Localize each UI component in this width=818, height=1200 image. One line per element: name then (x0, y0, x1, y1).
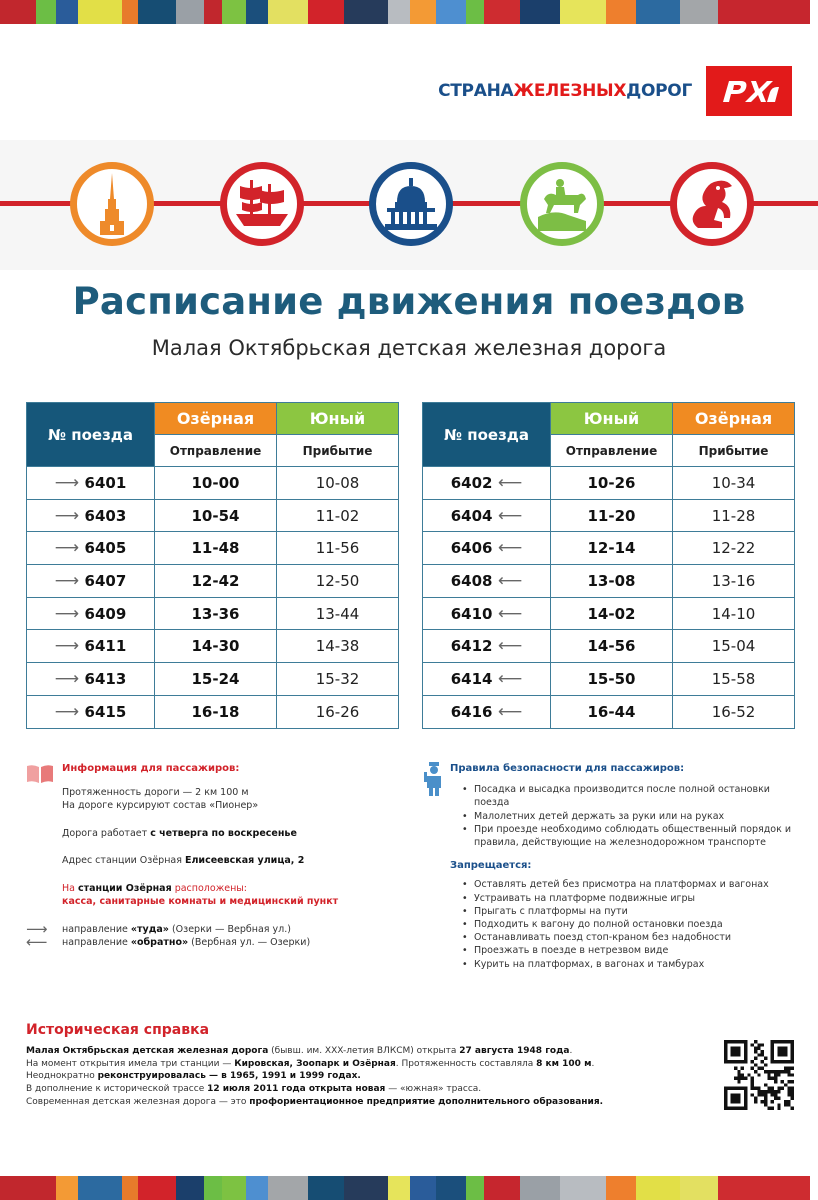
table-row (27, 499, 399, 532)
stripe-segment (176, 1176, 204, 1200)
arrow-right-icon: ⟶ (54, 636, 85, 657)
list-item: • Останавливать поезд стоп-краном без надобности (462, 931, 796, 944)
stripe-segment (308, 0, 344, 24)
arrival-time-cell: 14-10 (673, 597, 795, 630)
table-row (423, 630, 795, 663)
column-subheader-departure: Отправление (155, 435, 277, 467)
station-facilities: касса, санитарные комнаты и медицинский пункт (62, 896, 339, 907)
passenger-info-heading: Информация для пассажиров: (62, 763, 240, 774)
column-header-train-number: № поезда (423, 403, 551, 467)
train-number-cell: 6410 ⟵ (423, 597, 551, 630)
station-address: Адрес станции Озёрная Елисеевская улица, 2 (62, 855, 305, 866)
train-number-cell: 6408 ⟵ (423, 565, 551, 598)
stripe-segment (520, 1176, 560, 1200)
departure-time-cell: 13-08 (551, 565, 673, 598)
brand-slogan: СТРАНАЖЕЛЕЗНЫХДОРОГ (438, 81, 692, 101)
table-row (423, 467, 795, 500)
departure-time-cell: 15-24 (155, 663, 277, 696)
arrow-right-icon: ⟶ (54, 603, 85, 624)
train-number-cell: 6416 ⟵ (423, 695, 551, 728)
train-number-cell: ⟶ 6403 (27, 499, 155, 532)
history-line-4: В дополнение к исторической трассе 12 июля 2011 года открыта новая — «южная» трасса. (26, 1084, 482, 1095)
stripe-segment (680, 1176, 718, 1200)
history-line-5: Современная детская железная дорога — это профориентационное предприятие дополнительного образования. (26, 1096, 604, 1107)
arrow-left-icon: ⟵ (492, 668, 523, 689)
train-number-cell: 6404 ⟵ (423, 499, 551, 532)
arrow-left-icon: ⟵ (492, 505, 523, 526)
arrow-right-icon: ⟶ (54, 538, 85, 559)
bottom-color-stripe (0, 1176, 818, 1200)
departure-time-cell: 10-54 (155, 499, 277, 532)
column-header-departure-station: Озёрная (155, 403, 277, 435)
stripe-segment (204, 0, 222, 24)
stripe-segment (122, 1176, 138, 1200)
direction-back: ⟵ направление «обратно» (Вербная ул. — Озерки) (26, 933, 311, 951)
brand-header (438, 66, 792, 116)
working-days: Дорога работает с четверга по воскресенье (62, 827, 297, 839)
stripe-segment (138, 0, 176, 24)
stripe-segment (718, 1176, 810, 1200)
arrival-time-cell: 11-02 (277, 499, 399, 532)
departure-time-cell: 10-26 (551, 467, 673, 500)
stripe-segment (520, 0, 560, 24)
stripe-segment (344, 0, 388, 24)
departure-time-cell: 14-30 (155, 630, 277, 663)
spire-icon (70, 162, 154, 246)
table-row (27, 630, 399, 663)
arrow-right-icon: ⟶ (54, 472, 85, 493)
road-length: Протяженность дороги — 2 км 100 м (62, 786, 249, 798)
page-title: Расписание движения поездов (72, 280, 746, 323)
stripe-segment (410, 1176, 436, 1200)
stripe-segment (560, 0, 606, 24)
arrow-left-icon: ⟵ (492, 701, 523, 722)
train-number-cell: 6406 ⟵ (423, 532, 551, 565)
arrival-time-cell: 15-32 (277, 663, 399, 696)
stripe-segment (0, 1176, 36, 1200)
table-row (27, 532, 399, 565)
train-number-cell: ⟶ 6411 (27, 630, 155, 663)
stripe-segment (268, 1176, 308, 1200)
passenger-info (26, 762, 386, 950)
departure-time-cell: 15-50 (551, 663, 673, 696)
list-item: • Подходить к вагону до полной остановки поезда (462, 918, 796, 931)
column-header-arrival-station: Озёрная (673, 403, 795, 435)
list-item: • Курить на платформах, в вагонах и тамбурах (462, 958, 796, 971)
column-header-train-number: № поезда (27, 403, 155, 467)
cathedral-icon (369, 162, 453, 246)
stripe-segment (410, 0, 436, 24)
arrival-time-cell: 11-56 (277, 532, 399, 565)
departure-time-cell: 16-44 (551, 695, 673, 728)
arrival-time-cell: 12-50 (277, 565, 399, 598)
stripe-segment (36, 0, 56, 24)
departure-time-cell: 16-18 (155, 695, 277, 728)
train-number-cell: 6414 ⟵ (423, 663, 551, 696)
arrival-time-cell: 12-22 (673, 532, 795, 565)
arrow-left-icon: ⟵ (492, 636, 523, 657)
stripe-segment (388, 0, 410, 24)
arrow-right-icon: ⟶ (54, 570, 85, 591)
officer-icon (424, 762, 444, 800)
stripe-segment (268, 0, 308, 24)
stripe-segment (308, 1176, 344, 1200)
table-row (27, 565, 399, 598)
safety-rules-heading: Правила безопасности для пассажиров: (450, 763, 685, 774)
list-item: • Малолетних детей держать за руки или на руках (462, 810, 796, 823)
column-header-arrival-station: Юный (277, 403, 399, 435)
stripe-segment (56, 1176, 78, 1200)
list-item: • Посадка и высадка производится после полной остановки поезда (462, 783, 796, 809)
train-number-cell: ⟶ 6415 (27, 695, 155, 728)
stripe-segment (636, 0, 680, 24)
arrow-right-icon: ⟶ (26, 919, 48, 938)
table-row (27, 467, 399, 500)
horseman-icon (520, 162, 604, 246)
arrival-time-cell: 15-04 (673, 630, 795, 663)
train-set: На дороге курсируют состав «Пионер» (62, 800, 259, 811)
list-item: • Проезжать в поезде в нетрезвом виде (462, 944, 796, 957)
departure-time-cell: 11-48 (155, 532, 277, 565)
departure-time-cell: 14-02 (551, 597, 673, 630)
table-row (423, 597, 795, 630)
table-row (27, 663, 399, 696)
safety-rules (424, 762, 796, 971)
stripe-segment (204, 1176, 222, 1200)
departure-time-cell: 12-14 (551, 532, 673, 565)
train-number-cell: 6412 ⟵ (423, 630, 551, 663)
table-row (423, 565, 795, 598)
list-item: • Оставлять детей без присмотра на платформах и вагонах (462, 878, 796, 891)
station-facilities-label: На станции Озёрная расположены: (62, 882, 248, 894)
stripe-segment (36, 1176, 56, 1200)
arrival-time-cell: 14-38 (277, 630, 399, 663)
train-number-cell: ⟶ 6413 (27, 663, 155, 696)
departure-time-cell: 11-20 (551, 499, 673, 532)
stripe-segment (176, 0, 204, 24)
arrow-right-icon: ⟶ (54, 505, 85, 526)
departure-time-cell: 10-00 (155, 467, 277, 500)
arrival-time-cell: 13-16 (673, 565, 795, 598)
table-row (423, 532, 795, 565)
table-row (423, 663, 795, 696)
departure-time-cell: 12-42 (155, 565, 277, 598)
stripe-segment (436, 1176, 466, 1200)
history-line-2: На момент открытия имела три станции — Кировская, Зоопарк и Озёрная. Протяженность составляла 8 км 100 м. (26, 1058, 595, 1069)
stripe-segment (436, 0, 466, 24)
arrow-left-icon: ⟵ (492, 570, 523, 591)
arrow-left-icon: ⟵ (492, 603, 523, 624)
stripe-segment (560, 1176, 606, 1200)
table-row (27, 597, 399, 630)
arrival-time-cell: 11-28 (673, 499, 795, 532)
arrow-right-icon: ⟶ (54, 701, 85, 722)
schedule-table-return (422, 402, 795, 729)
historical-note (26, 1024, 716, 1109)
forbidden-heading: Запрещается: (450, 860, 532, 872)
page-subtitle: Малая Октябрьская детская железная дорога (151, 336, 667, 360)
train-number-cell: 6402 ⟵ (423, 467, 551, 500)
stripe-segment (56, 0, 78, 24)
stripe-segment (718, 0, 810, 24)
arrival-time-cell: 10-34 (673, 467, 795, 500)
stripe-segment (484, 0, 520, 24)
train-number-cell: ⟶ 6409 (27, 597, 155, 630)
train-number-cell: ⟶ 6407 (27, 565, 155, 598)
stripe-segment (606, 1176, 636, 1200)
direction-forward: ⟶ направление «туда» (Озерки — Вербная ул.) (26, 919, 291, 938)
list-item: • При проезде необходимо соблюдать общественный порядок и правила, действующие на железнодорожном транспорте (462, 823, 796, 849)
table-row (423, 695, 795, 728)
safety-rules-list (462, 783, 796, 849)
qr-code[interactable] (724, 1040, 794, 1110)
table-row (27, 695, 399, 728)
top-color-stripe (0, 0, 818, 24)
column-subheader-departure: Отправление (551, 435, 673, 467)
arrival-time-cell: 16-52 (673, 695, 795, 728)
arrival-time-cell: 10-08 (277, 467, 399, 500)
list-item: • Прыгать с платформы на пути (462, 905, 796, 918)
arrow-left-icon: ⟵ (492, 472, 523, 493)
stripe-segment (606, 0, 636, 24)
column-header-departure-station: Юный (551, 403, 673, 435)
table-row (423, 499, 795, 532)
stripe-segment (246, 0, 268, 24)
history-line-1: Малая Октябрьская детская железная дорога (бывш. им. XXX-летия ВЛКСМ) открыта 27 августа 1948 года. (26, 1045, 573, 1056)
stripe-segment (466, 1176, 484, 1200)
stripe-segment (222, 0, 246, 24)
column-subheader-arrival: Прибытие (277, 435, 399, 467)
departure-time-cell: 13-36 (155, 597, 277, 630)
arrival-time-cell: 16-26 (277, 695, 399, 728)
stripe-segment (222, 1176, 246, 1200)
list-item: • Устраивать на платформе подвижные игры (462, 892, 796, 905)
stripe-segment (0, 0, 36, 24)
rzd-logo-icon (717, 76, 781, 106)
historical-note-heading: Историческая справка (26, 1022, 210, 1038)
stripe-segment (78, 1176, 122, 1200)
arrow-left-icon: ⟵ (492, 538, 523, 559)
stripe-segment (78, 0, 122, 24)
stripe-segment (122, 0, 138, 24)
stripe-segment (138, 1176, 176, 1200)
train-number-cell: ⟶ 6405 (27, 532, 155, 565)
stripe-segment (388, 1176, 410, 1200)
ship-icon (220, 162, 304, 246)
arrow-right-icon: ⟶ (54, 668, 85, 689)
departure-time-cell: 14-56 (551, 630, 673, 663)
forbidden-list (462, 878, 796, 970)
schedule-table-outbound (26, 402, 399, 729)
arrival-time-cell: 15-58 (673, 663, 795, 696)
griffin-icon (670, 162, 754, 246)
stripe-segment (466, 0, 484, 24)
train-number-cell: ⟶ 6401 (27, 467, 155, 500)
arrow-left-icon: ⟵ (26, 933, 48, 951)
book-icon (26, 764, 54, 789)
arrival-time-cell: 13-44 (277, 597, 399, 630)
stripe-segment (344, 1176, 388, 1200)
rzd-logo (706, 66, 792, 116)
stripe-segment (246, 1176, 268, 1200)
column-subheader-arrival: Прибытие (673, 435, 795, 467)
stripe-segment (484, 1176, 520, 1200)
stripe-segment (636, 1176, 680, 1200)
stripe-segment (680, 0, 718, 24)
history-line-3: Неоднократно реконструировалась — в 1965, 1991 и 1999 годах. (26, 1071, 361, 1082)
